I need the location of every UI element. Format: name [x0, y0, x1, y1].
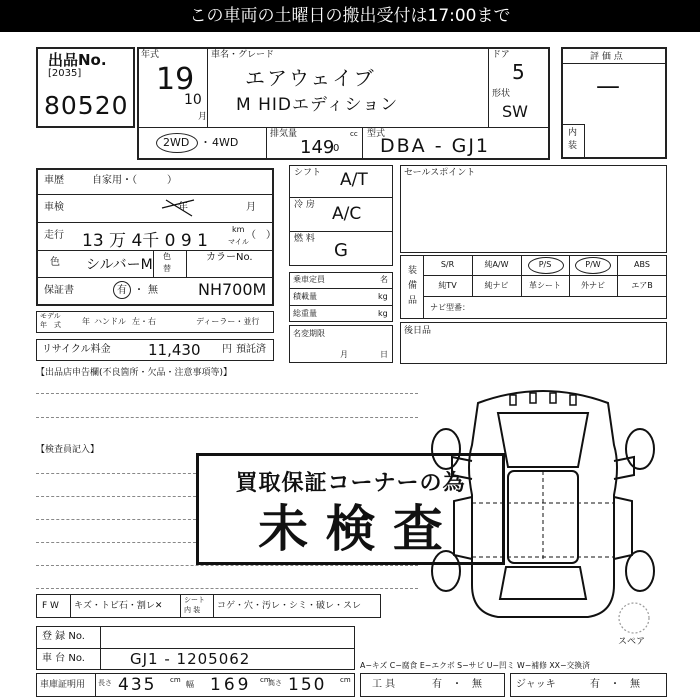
history-label: 車歴 [44, 175, 64, 186]
lot-label: 出品No. [48, 51, 107, 69]
warranty-sep: ・ [134, 285, 144, 296]
fuel-label: 燃 料 [294, 234, 315, 244]
recycle-value: 11,430 [148, 341, 201, 359]
capacity-unit-0: 名 [380, 275, 388, 284]
history-value: 自家用・（ ） [92, 175, 177, 186]
seat-label-2: 内 装 [184, 606, 201, 614]
mileage-label: 走行 [44, 230, 64, 241]
type-label: 型式 [367, 129, 386, 139]
year-value: 19 [156, 62, 195, 97]
lot-number: 80520 [44, 91, 129, 120]
capacity-label-2: 総重量 [293, 309, 317, 318]
handle-label: ハンドル [94, 317, 126, 326]
type-value: DBA - GJ1 [380, 135, 491, 157]
height-label: 高さ [268, 679, 282, 687]
tools-no: 無 [472, 679, 482, 690]
height-value: 150 [288, 675, 327, 695]
length-unit: cm [170, 676, 181, 684]
model-year-l1: モデル [40, 312, 61, 320]
warranty-yes: 有 [117, 285, 127, 296]
sales-point-label: セールスポイント [404, 168, 476, 178]
equip-ps: P/S [538, 260, 552, 269]
drive-4wd: 4WD [212, 136, 239, 149]
top-banner [0, 0, 700, 32]
lot-sub-box: [2035] [48, 68, 82, 79]
mileage-unit-mile: マイル [228, 238, 249, 246]
car-damage-diagram [418, 385, 668, 635]
equip-leather: 革シート [529, 281, 561, 290]
inspector-label: 【検査員記入】 [36, 445, 100, 455]
recycle-status: 預託済 [236, 344, 266, 355]
seat-label-1: シート [184, 596, 205, 604]
interior-label-1: 内 [568, 128, 578, 138]
year-month-unit: 月 [198, 112, 208, 122]
tools-yes: 有 [432, 679, 442, 690]
fw-text: キズ・トビ石・割レ✕ [74, 601, 163, 611]
sales-point-box [400, 165, 667, 253]
displacement-unit: cc [350, 130, 358, 138]
color-change-1: 色 [163, 252, 171, 261]
equip-aw: 純A/W [484, 260, 509, 269]
capacity-label-0: 乗車定員 [293, 275, 325, 284]
capacity-unit-1: kg [378, 292, 388, 301]
jack-no: 無 [630, 679, 640, 690]
displacement-label: 排気量 [270, 129, 298, 139]
inspection-strike [158, 196, 198, 220]
width-unit: cm [260, 676, 271, 684]
height-unit: cm [340, 676, 351, 684]
shift-value: A/T [340, 170, 368, 190]
inspection-label: 車検 [44, 202, 64, 213]
color-value: シルバーM [86, 257, 153, 273]
mileage-unit-km: km [232, 225, 245, 234]
displacement-value: 149 [300, 137, 335, 158]
name-change-month: 月 [340, 350, 348, 359]
equip-navi: 純ナビ [484, 281, 509, 290]
shape-value: SW [502, 102, 528, 121]
chassis-label: 車 台 No. [42, 653, 85, 664]
spare-label: スペア [618, 637, 646, 647]
notes-label: 【出品店申告欄(不良箇所・欠品・注意事項等)】 [36, 368, 233, 378]
drive-2wd: 2WD [163, 136, 190, 149]
jack-yes: 有 [590, 679, 600, 690]
width-label: 幅 [186, 680, 194, 689]
capacity-label-1: 積載量 [293, 292, 317, 301]
tools-label: 工 具 [372, 679, 396, 690]
equip-ext-navi: 外ナビ [581, 281, 605, 290]
length-label: 長さ [98, 679, 112, 687]
shape-label: 形状 [492, 89, 511, 99]
score-label: 評 価 点 [590, 52, 623, 62]
aircon-label: 冷 房 [294, 200, 315, 210]
name-change-day: 日 [380, 350, 388, 359]
capacity-unit-2: kg [378, 309, 388, 318]
fw-label: F W [42, 601, 59, 611]
inspection-year: 年 [178, 202, 188, 213]
certificate-label: 車庫証明用 [40, 680, 86, 690]
registration-label: 登 録 No. [42, 631, 85, 642]
tools-sep: ・ [452, 679, 462, 690]
length-value: 435 [118, 675, 157, 695]
chassis-value: GJ1 - 1205062 [130, 650, 251, 668]
equip-sr: S/R [440, 260, 455, 269]
warranty-no: 無 [148, 285, 158, 296]
color-change-2: 替 [163, 264, 171, 273]
stamp-line2: 未 検 査 [258, 500, 443, 558]
recycle-unit: 円 [222, 344, 232, 355]
color-code-value: NH700M [198, 280, 267, 299]
model-name: エアウェイブ [245, 66, 376, 90]
stamp-line1: 買取保証コーナーの為 [235, 471, 466, 496]
lot-box [36, 47, 135, 128]
spare-tire-icon [614, 601, 654, 635]
color-label: 色 [50, 257, 60, 268]
name-change-label: 名変期限 [293, 329, 325, 338]
displacement-suffix: 0 [333, 143, 340, 154]
mileage-value: 13 万 4千 0 9 1 [82, 231, 208, 251]
shift-label: シフト [294, 168, 322, 178]
model-year-l2: 年 式 [40, 321, 61, 329]
mileage-paren: （ ） [246, 230, 276, 241]
drive-sep: ・ [200, 136, 211, 149]
equip-airbag: エアB [631, 281, 653, 290]
inspection-month: 月 [246, 202, 256, 213]
jack-sep: ・ [610, 679, 620, 690]
model-grade: M HIDエディション [236, 95, 399, 115]
aircon-value: A/C [332, 204, 362, 224]
model-label: 車名・グレード [211, 50, 275, 60]
equip-pw: P/W [585, 260, 601, 269]
width-value: 169 [210, 675, 252, 695]
year-label: 年式 [141, 50, 160, 60]
year-month-value: 10 [184, 92, 202, 108]
jack-label: ジャッキ [516, 679, 556, 690]
post-install-label: 後日品 [404, 326, 432, 336]
warranty-label: 保証書 [44, 285, 74, 296]
interior-label-2: 装 [568, 141, 578, 151]
fuel-value: G [334, 240, 348, 261]
recycle-label: リサイクル料金 [42, 344, 111, 355]
seat-text: コゲ・穴・汚レ・シミ・破レ・スレ [217, 601, 362, 611]
door-label: ドア [492, 50, 510, 60]
door-value: 5 [512, 60, 525, 84]
equip-tv: 純TV [438, 281, 457, 290]
equip-abs: ABS [634, 260, 650, 269]
equipment-label-1: 装 [408, 266, 418, 276]
dealer-values: ディーラー・並行 [196, 317, 260, 326]
navi-model-label: ナビ型番： [430, 303, 470, 312]
color-code-label: カラーNo. [206, 252, 253, 263]
banner-text: この車両の土曜日の搬出受付は17:00まで [189, 6, 511, 26]
post-install-box [400, 322, 667, 364]
equipment-label-2: 備 [408, 281, 418, 291]
handle-values: 左・右 [132, 317, 156, 326]
equipment-label-3: 品 [408, 296, 418, 306]
model-year-nen: 年 [82, 317, 90, 326]
damage-legend: A−キズ C−腐食 E−エクボ S−サビ U−凹ミ W−補修 XX−交換済 [360, 661, 590, 670]
score-value: — [596, 72, 620, 100]
